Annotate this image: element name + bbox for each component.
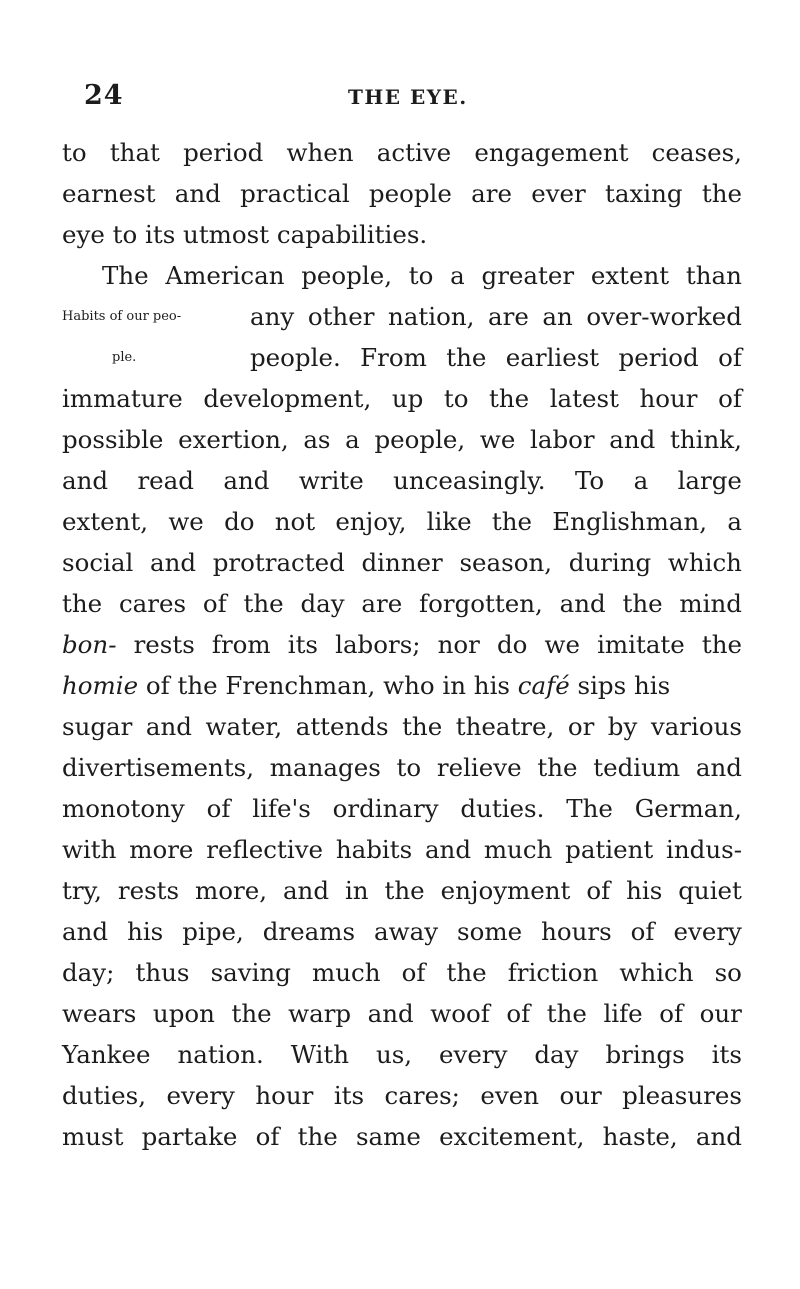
text-line: eye to its utmost capabilities.	[62, 220, 428, 249]
margin-note: ple.	[112, 350, 137, 365]
text-line: ple. people. From the earliest period of	[62, 337, 742, 378]
text-line: must partake of the same excitement, haste, and	[62, 1122, 742, 1151]
text-line: The American people, to a greater extent than	[102, 261, 742, 290]
text-line: social and protracted dinner season, during which	[62, 548, 742, 577]
text-line: Habits of our peo- any other nation, are an over-worked	[62, 296, 742, 337]
italic-word: homie	[62, 671, 139, 700]
text-line: bon- rests from its labors; nor do we imitate the	[62, 624, 742, 665]
italic-word: café	[517, 671, 570, 700]
text-line: earnest and practical people are ever taxing the	[62, 179, 742, 208]
text-line: and his pipe, dreams away some hours of every	[62, 917, 742, 946]
text-line: and read and write unceasingly. To a large	[62, 466, 742, 495]
page-number: 24	[84, 80, 124, 111]
text-line: divertisements, manages to relieve the tedium and	[62, 753, 742, 782]
text-line: monotony of life's ordinary duties. The German,	[62, 794, 742, 823]
text-line: sugar and water, attends the theatre, or by various	[62, 712, 742, 741]
text-line: the cares of the day are forgotten, and the mind	[62, 589, 742, 618]
running-title: THE EYE.	[348, 85, 468, 109]
italic-word: bon-	[62, 630, 117, 659]
text-line: wears upon the warp and woof of the life of our	[62, 999, 742, 1028]
body-text	[62, 132, 742, 1157]
text-line: duties, every hour its cares; even our pleasures	[62, 1081, 742, 1110]
text-line: possible exertion, as a people, we labor and think,	[62, 425, 742, 454]
text-line: with more reflective habits and much patient indus-	[62, 835, 742, 864]
text-line: extent, we do not enjoy, like the Englishman, a	[62, 507, 742, 536]
text-line: day; thus saving much of the friction which so	[62, 958, 742, 987]
text-line: immature development, up to the latest hour of	[62, 384, 742, 413]
text-line: try, rests more, and in the enjoyment of his quiet	[62, 876, 742, 905]
text-line: Yankee nation. With us, every day brings its	[62, 1040, 742, 1069]
margin-note: Habits of our peo-	[62, 309, 182, 324]
text-line: homie of the Frenchman, who in his café sips his	[62, 671, 671, 700]
running-head	[84, 80, 744, 114]
text-line: to that period when active engagement ceases,	[62, 138, 742, 167]
